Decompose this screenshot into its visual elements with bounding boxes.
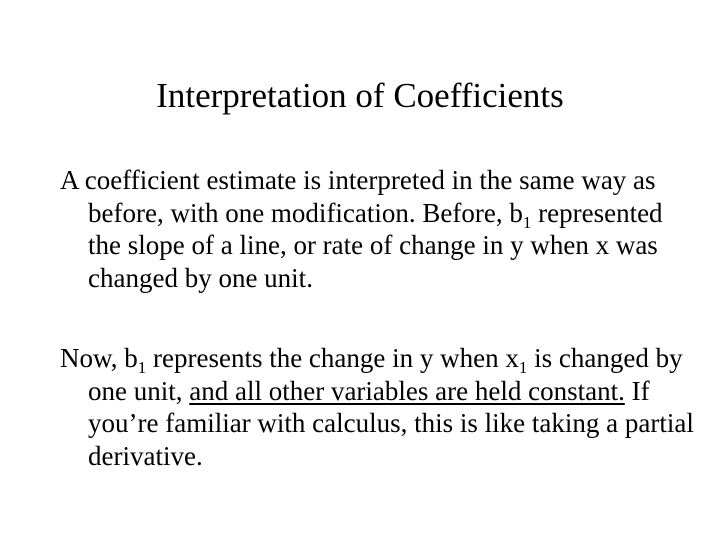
b-subscript: 1 bbox=[522, 212, 532, 232]
x-subscript: 1 bbox=[518, 358, 528, 377]
underlined-held-constant: and all other variables are held constant. bbox=[189, 375, 625, 406]
paragraph-1-text-a: A coefficient estimate is interpreted in the same way as before, with one modification. Before, b bbox=[60, 165, 656, 228]
paragraph-now-b1 bbox=[60, 342, 700, 472]
paragraph-2-text-b: represents the change in y when x bbox=[146, 343, 519, 373]
paragraph-coefficient-estimate bbox=[60, 164, 700, 294]
slide-title: Interpretation of Coefficients bbox=[156, 76, 564, 115]
paragraph-2-text-a: Now, b bbox=[60, 343, 138, 373]
paragraph-2-text-c: is changed by one unit, bbox=[88, 343, 683, 406]
paragraph-2-text-d: If you’re familiar with calculus, this is like taking a partial derivative. bbox=[88, 375, 694, 471]
b-subscript: 1 bbox=[137, 358, 147, 377]
paragraph-1-text-b: represented the slope of a line, or rate of change in y when x was changed by one unit. bbox=[88, 197, 663, 293]
